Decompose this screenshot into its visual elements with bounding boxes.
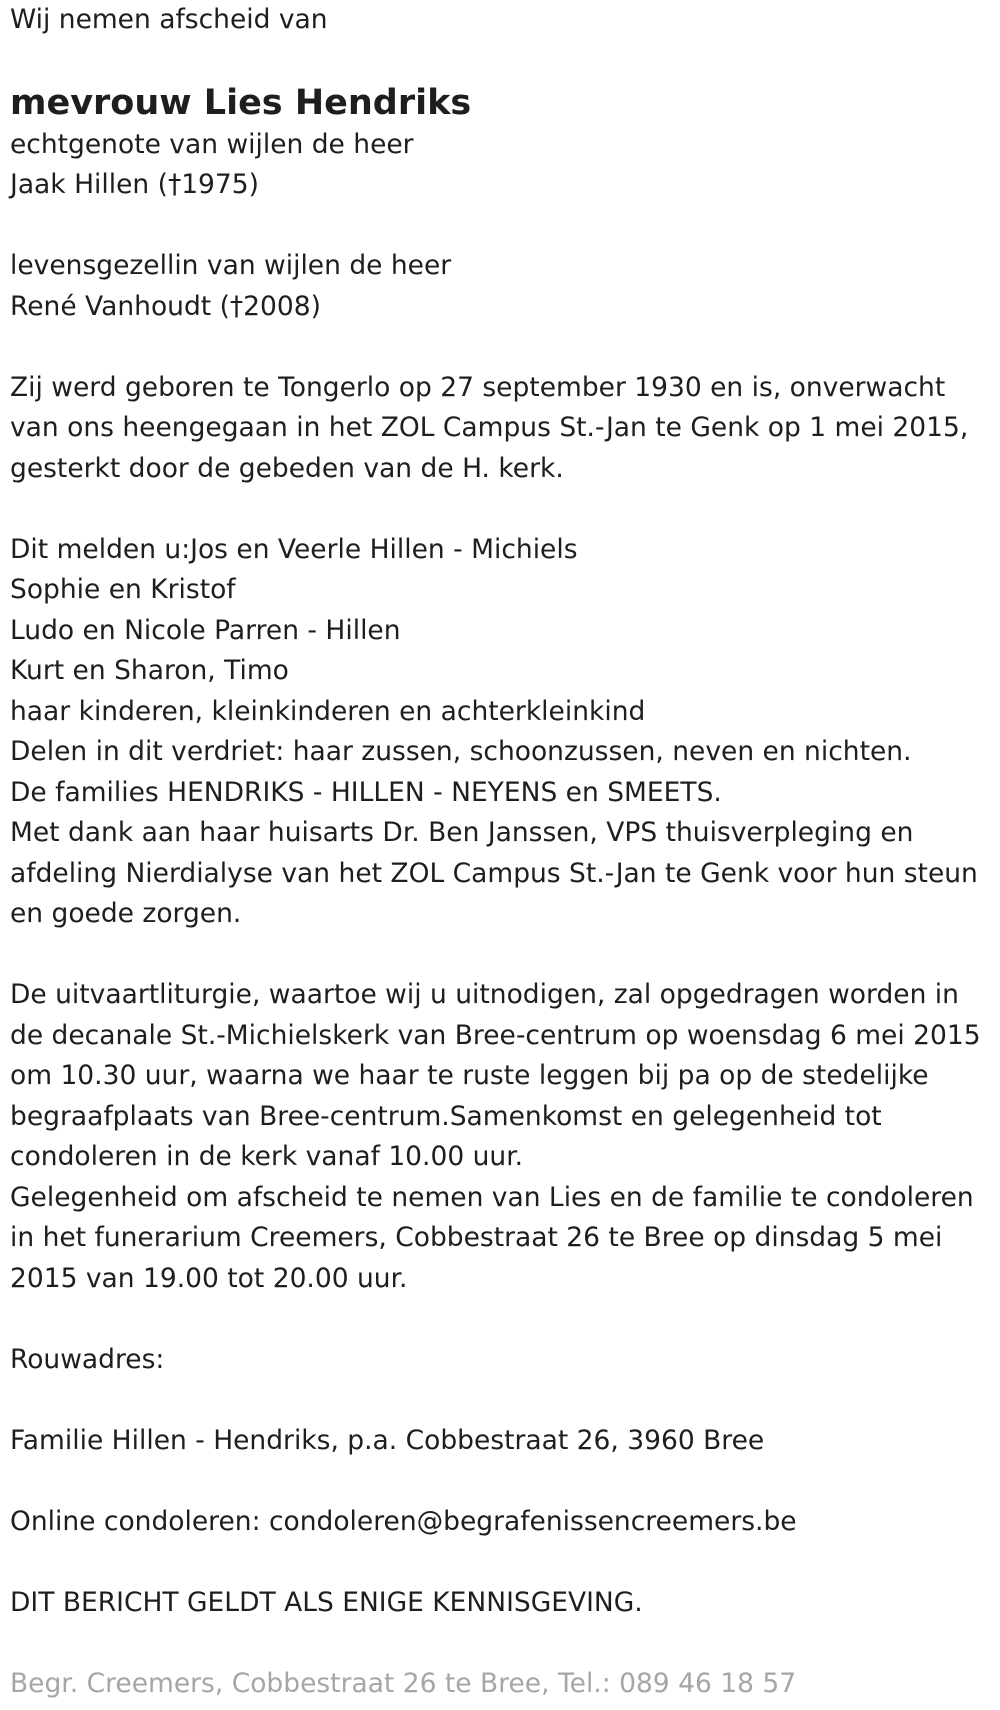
paragraph-line: begraafplaats van Bree-centrum.Samenkomst en gelegenheid tot: [10, 1100, 882, 1132]
paragraph-line: Zij werd geboren te Tongerlo op 27 september 1930 en is, onverwacht: [10, 371, 946, 403]
paragraph-line: Ludo en Nicole Parren - Hillen: [10, 614, 401, 646]
paragraph-line: 2015 van 19.00 tot 20.00 uur.: [10, 1262, 408, 1294]
paragraph-line: haar kinderen, kleinkinderen en achterkleinkind: [10, 695, 646, 727]
online-condolence: Online condoleren: condoleren@begrafenissencreemers.be: [10, 1505, 797, 1537]
spouse-line-1: echtgenote van wijlen de heer: [10, 128, 414, 160]
paragraph-line: de decanale St.-Michielskerk van Bree-centrum op woensdag 6 mei 2015: [10, 1019, 981, 1051]
deceased-name: mevrouw Lies Hendriks: [10, 82, 472, 123]
family-paragraph: [10, 530, 995, 935]
paragraph-line: Dit melden u:Jos en Veerle Hillen - Michiels: [10, 533, 578, 565]
paragraph-line: en goede zorgen.: [10, 898, 242, 929]
funeral-paragraph: [10, 975, 995, 1299]
paragraph-line: Kurt en Sharon, Timo: [10, 655, 289, 686]
spouse-line-2: Jaak Hillen (†1975): [10, 169, 259, 200]
paragraph-line: Sophie en Kristof: [10, 574, 236, 605]
funeral-home-footer: Begr. Creemers, Cobbestraat 26 te Bree, Tel.: 089 46 18 57: [10, 1667, 797, 1699]
obituary-notice: [10, 0, 995, 1704]
paragraph-line: condoleren in de kerk vanaf 10.00 uur.: [10, 1141, 524, 1172]
mourning-address-label: Rouwadres:: [10, 1343, 165, 1375]
paragraph-line: gesterkt door de gebeden van de H. kerk.: [10, 452, 564, 484]
partner-line-2: René Vanhoudt (†2008): [10, 290, 321, 322]
paragraph-line: in het funerarium Creemers, Cobbestraat 26 te Bree op dinsdag 5 mei: [10, 1222, 943, 1253]
paragraph-line: De families HENDRIKS - HILLEN - NEYENS en SMEETS.: [10, 776, 722, 808]
mourning-address: Familie Hillen - Hendriks, p.a. Cobbestraat 26, 3960 Bree: [10, 1424, 765, 1456]
paragraph-line: Met dank aan haar huisarts Dr. Ben Janssen, VPS thuisverpleging en: [10, 817, 914, 848]
paragraph-line: Gelegenheid om afscheid te nemen van Lies en de familie te condoleren: [10, 1181, 974, 1213]
paragraph-line: om 10.30 uur, waarna we haar te ruste leggen bij pa op de stedelijke: [10, 1060, 929, 1091]
partner-line-1: levensgezellin van wijlen de heer: [10, 250, 452, 281]
notice-text: DIT BERICHT GELDT ALS ENIGE KENNISGEVING.: [10, 1586, 643, 1618]
paragraph-line: De uitvaartliturgie, waartoe wij u uitnodigen, zal opgedragen worden in: [10, 979, 959, 1010]
intro-text: Wij nemen afscheid van: [10, 4, 328, 35]
paragraph-line: Delen in dit verdriet: haar zussen, schoonzussen, neven en nichten.: [10, 736, 912, 767]
birth-paragraph: [10, 368, 995, 490]
paragraph-line: afdeling Nierdialyse van het ZOL Campus St.-Jan te Genk voor hun steun: [10, 857, 978, 889]
paragraph-line: van ons heengegaan in het ZOL Campus St.-Jan te Genk op 1 mei 2015,: [10, 412, 969, 443]
